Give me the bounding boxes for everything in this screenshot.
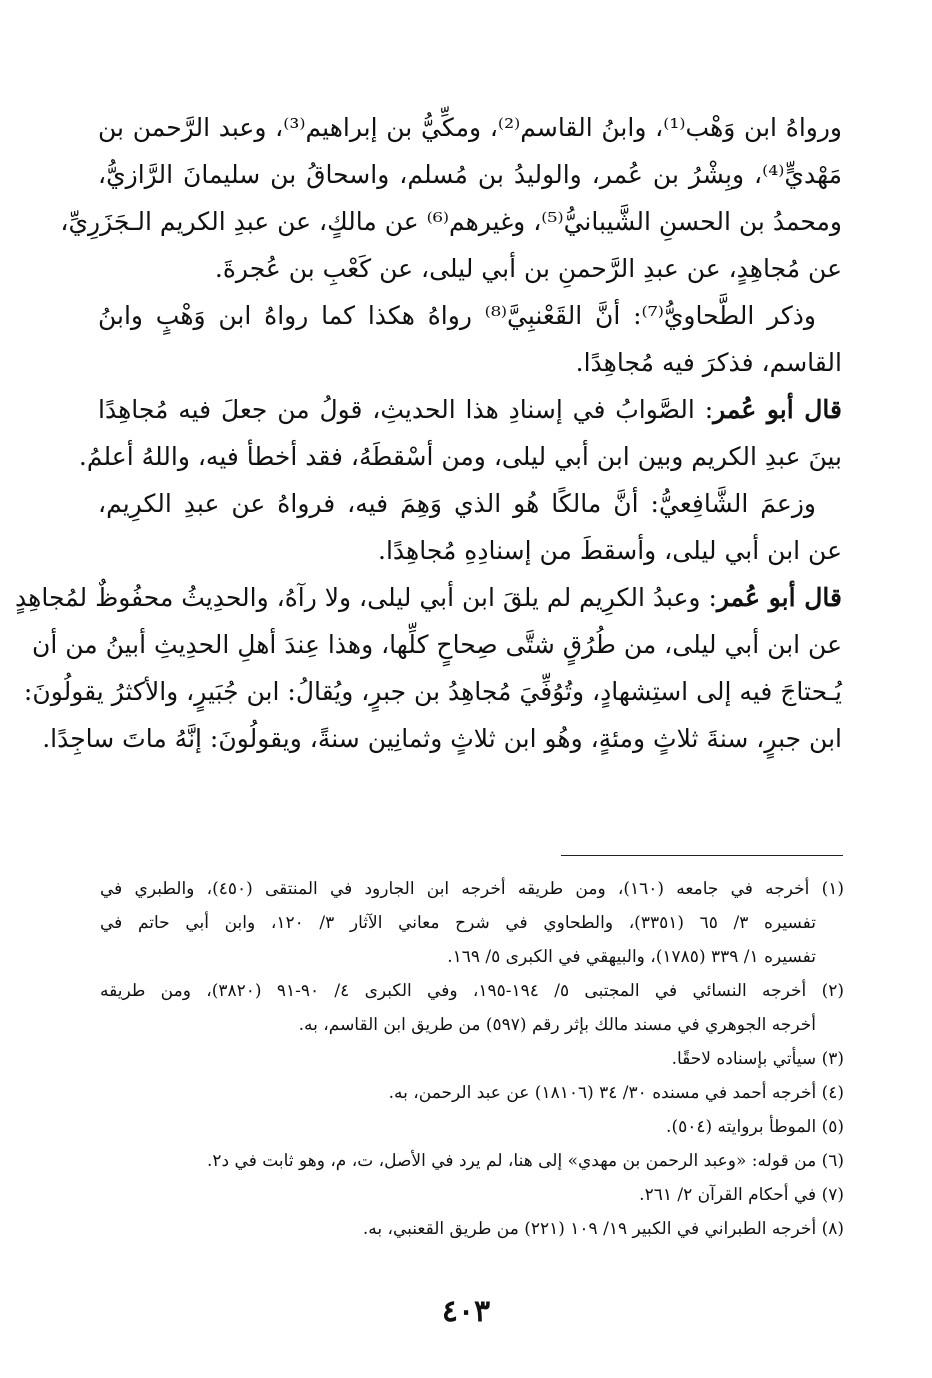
- footnote-line: (١) أخرجه في جامعه (١٦٠)، ومن طريقه أخرجه ابن الجارود في المنتقى (٤٥٠)، والطبري في: [100, 879, 844, 899]
- footnotes: [100, 872, 844, 1246]
- footnote-line: (٢) أخرجه النسائي في المجتبى ٥/ ١٩٤-١٩٥، وفي الكبرى ٤/ ٩٠-٩١ (٣٨٢٠)، ومن طريقه: [100, 981, 844, 1001]
- footnote-line: (٥) الموطأ بروايته (٥٠٤).: [666, 1117, 844, 1137]
- footnote-separator: [561, 855, 843, 856]
- text-line: ومحمدُ بن الحسنِ الشَّيبانيُّ⁽⁵⁾، وغيرهم⁽⁶⁾ عن مالكٍ، عن عبدِ الكريم الـجَزَرِيِّ،: [60, 207, 842, 236]
- text-line: وذكر الطَّحاويُّ⁽⁷⁾: أنَّ القَعْنبِيَّ⁽⁸⁾ رواهُ هكذا كما رواهُ ابن وَهْبٍ وابنُ: [98, 301, 816, 330]
- footnote-line: (٣) سيأتي بإسناده لاحقًا.: [671, 1049, 844, 1069]
- footnote-line: (٨) أخرجه الطبراني في الكبير ١٩/ ١٠٩ (٢٢١) من طريق القعنبي، به.: [362, 1219, 844, 1239]
- footnote-line: تفسيره ٣/ ٦٥ (٣٣٥١)، والطحاوي في شرح معاني الآثار ٣/ ١٢٠، وابن أبي حاتم في: [100, 913, 816, 933]
- main-text: [15, 104, 842, 762]
- footnote-line: (٦) من قوله: «وعبد الرحمن بن مهدي» إلى هنا، لم يرد في الأصل، ت، م، وهو ثابت في د٢.: [207, 1151, 844, 1171]
- speaker-label: قال أبو عُمر: [713, 395, 842, 424]
- text-line: وزعمَ الشَّافِعيُّ: أنَّ مالكًا هُو الذي وَهِمَ فيه، فرواهُ عن عبدِ الكرِيم،: [98, 489, 816, 518]
- text-line: مَهْديٍّ⁽⁴⁾، وبِشْرُ بن عُمر، والوليدُ بن مُسلم، واسحاقُ بن سليمانَ الرَّازيُّ،: [98, 160, 842, 189]
- text-line: القاسم، فذكرَ فيه مُجاهِدًا.: [575, 348, 842, 377]
- footnote-line: (٧) في أحكام القرآن ٢/ ٢٦١.: [639, 1185, 844, 1205]
- text-line: عن ابن أبي ليلى، من طُرُقٍ شتَّى صِحاحٍ كلِّها، وهذا عِندَ أهلِ الحدِيثِ أبينُ من أن: [31, 630, 842, 659]
- footnote-line: (٤) أخرجه أحمد في مسنده ٣٠/ ٣٤ (١٨١٠٦) عن عبد الرحمن، به.: [388, 1083, 844, 1103]
- text-line: بينَ عبدِ الكريم وبين ابن أبي ليلى، ومن أسْقطَهُ، فقد أخطأ فيه، واللهُ أعلمُ.: [78, 442, 842, 471]
- page-number: ٤٠٣: [441, 1294, 491, 1329]
- speaker-label: قال أبو عُمر: [716, 583, 842, 612]
- text-line: قال أبو عُمر: الصَّوابُ في إسنادِ هذا الحديثِ، قولُ من جعلَ فيه مُجاهِدًا: [98, 395, 842, 424]
- footnote-line: أخرجه الجوهري في مسند مالك بإثر رقم (٥٩٧) من طريق ابن القاسم، به.: [298, 1015, 816, 1035]
- text-line: ورواهُ ابن وَهْب⁽¹⁾، وابنُ القاسم⁽²⁾، ومكِّيُّ بن إبراهيم⁽³⁾، وعبد الرَّحمن بن: [98, 113, 842, 142]
- footnote-line: تفسيره ١/ ٣٣٩ (١٧٨٥)، والبيهقي في الكبرى ٥/ ١٦٩.: [447, 947, 816, 967]
- text-line: عن مُجاهِدٍ، عن عبدِ الرَّحمنِ بن أبي ليلى، عن كَعْبِ بن عُجرةَ.: [214, 254, 842, 283]
- text-line: ابن جبرٍ، سنةَ ثلاثٍ ومئةٍ، وهُو ابن ثلاثٍ وثمانِين سنةً، ويقولُونَ: إنَّهُ ماتَ ساجِدًا.: [42, 724, 842, 753]
- text-line: يُـحتاجَ فيه إلى استِشهادٍ، وتُوُفِّيَ مُجاهِدُ بن جبرٍ، ويُقالُ: ابن جُبَيرٍ، والأكثرُ يقولُونَ:: [23, 677, 842, 706]
- text-line: عن ابن أبي ليلى، وأسقطَ من إسنادِهِ مُجاهِدًا.: [378, 536, 842, 565]
- text-line: قال أبو عُمر: وعبدُ الكرِيم لم يلقَ ابن أبي ليلى، ولا رآهُ، والحدِيثُ محفُوظٌ لمُجاهِدٍ: [15, 583, 842, 612]
